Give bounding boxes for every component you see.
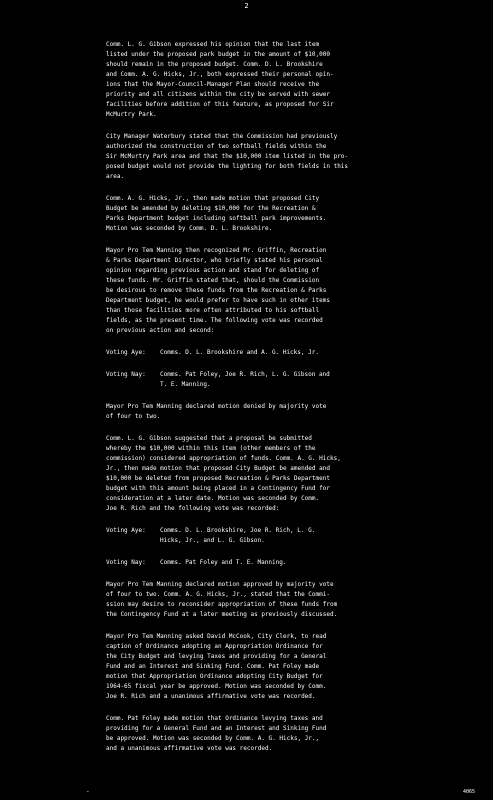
paragraph: Mayor Pro Tem Manning asked David McCook, City Clerk, to read caption of Ordinance adopting an Appropriation Ordinance for the City Budget and levying Taxes and providing for a General Fund and an Interest and Sinking Fund. Comm. Pat Foley made motion that Appropriation Ordinance adopting City Budget for 1964-65 fiscal year be approved. Motion was seconded by Comm. Joe R. Rich and a unanimous affirmative vote was recorded.	[106, 633, 327, 700]
vote-label: Voting Aye:	[106, 527, 146, 534]
vote-label: Voting Aye:	[106, 349, 146, 356]
vote-record	[106, 558, 472, 568]
footer-code: 4065	[462, 789, 475, 795]
footer-mark: -	[86, 788, 90, 795]
vote-record	[106, 370, 472, 390]
vote-names: Comms. D. L. Brookshire and A. G. Hicks, Jr.	[160, 349, 319, 356]
vote-names: Comms. Pat Foley, Joe R. Rich, L. G. Gibson and T. E. Manning.	[160, 371, 330, 388]
page-number: 2	[244, 2, 249, 10]
vote-label: Voting Nay:	[106, 559, 146, 566]
paragraph: City Manager Waterbury stated that the Commission had previously authorized the construction of two softball fields within the Sir McMurtry Park area and that the $10,000 item listed in the pro- posed budget would not provide the lighting for both fields in this area.	[106, 133, 349, 180]
vote-record	[106, 526, 472, 546]
paragraph: Comm. A. G. Hicks, Jr., then made motion that proposed City Budget be amended by deleting $10,000 for the Recreation & Parks Department budget including softball park improvements. Motion was seconded by Comm. D. L. Brookshire.	[106, 195, 327, 232]
vote-names: Comms. D. L. Brookshire, Joe R. Rich, L. G. Hicks, Jr., and L. G. Gibson.	[160, 527, 316, 544]
paragraph: Comm. Pat Foley made motion that Ordinance levying taxes and providing for a General Fund and an Interest and Sinking Fund be approved. Motion was seconded by Comm. A. G. Hicks, Jr., and a unanimous affirmative vote was recorded.	[106, 715, 327, 752]
vote-record	[106, 348, 472, 358]
vote-label: Voting Nay:	[106, 371, 146, 378]
paragraph: Comm. L. G. Gibson suggested that a proposal be submitted whereby the $10,000 within this item (other members of the commission) considered appropriation of funds. Comm. A. G. Hicks, Jr., then made motion that proposed City Budget be amended and $10,000 be deleted from proposed Recreation & Parks Department budget with this amount being placed in a Contingency Fund for consideration at a later date. Motion was seconded by Comm. Joe R. Rich and the following vote was recorded:	[106, 435, 341, 512]
vote-names: Comms. Pat Foley and T. E. Manning.	[160, 559, 287, 566]
paragraph: Comm. L. G. Gibson expressed his opinion that the last item listed under the proposed park budget in the amount of $10,000 should remain in the proposed budget. Comm. D. L. Brookshire and Comm. A. G. Hicks, Jr., both expressed their personal opin- ions that the Mayor-Council-Manager Plan should receive the priority and all citizens within the city be served with sewer facilities before addition of this feature, as proposed for Sir McMurtry Park.	[106, 41, 334, 118]
minutes-body	[106, 40, 472, 766]
paragraph: Mayor Pro Tem Manning then recognized Mr. Griffin, Recreation & Parks Department Director, who briefly stated his personal opinion regarding previous action and stand for deleting of these funds. Mr. Griffin stated that, should the Commission be desirous to remove these funds from the Recreation & Parks Department budget, he would prefer to have such in other items than those facilities more often attributed to his softball fields, as the present time. The following vote was recorded on previous action and second:	[106, 247, 330, 334]
paragraph: Mayor Pro Tem Manning declared motion approved by majority vote of four to two. Comm. A. G. Hicks, Jr., stated that the Commi- ssion may desire to reconsider appropriation of these funds from the Contingency Fund at a later meeting as previously discussed.	[106, 581, 338, 618]
paragraph: Mayor Pro Tem Manning declared motion denied by majority vote of four to two.	[106, 403, 327, 420]
